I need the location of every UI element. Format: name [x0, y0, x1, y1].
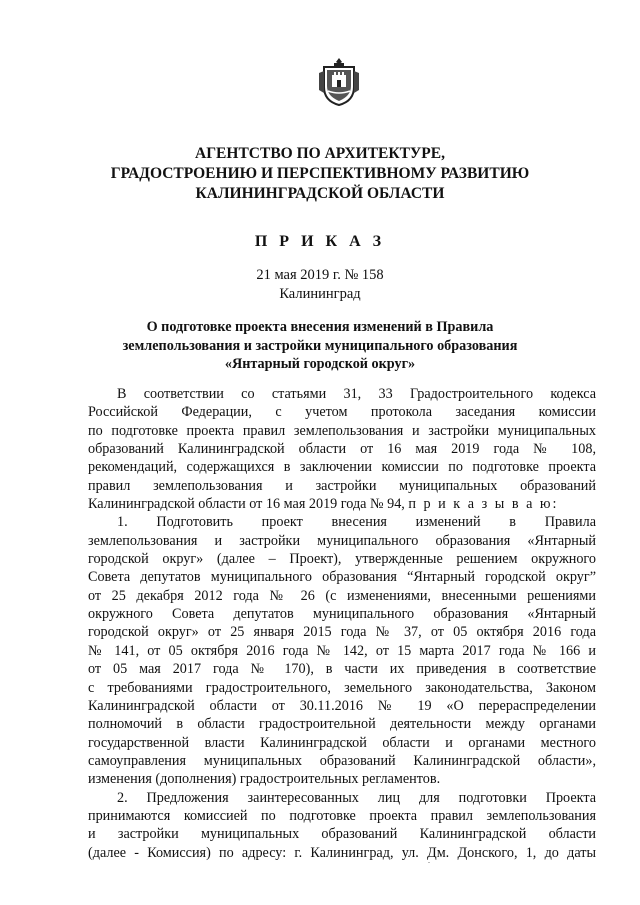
date-and-place	[0, 266, 640, 304]
scan-mark	[428, 862, 430, 863]
body-line: государственной власти Калининградской области и органами местного	[88, 734, 596, 751]
body-line: № 141, от 05 октября 2016 года № 142, от 15 марта 2017 года № 166 и	[88, 642, 596, 659]
document-type: П Р И К А З	[254, 233, 386, 250]
body-line-text: Калининградской области от 16 мая 2019 года № 94,	[88, 496, 405, 513]
body-line: Совета депутатов муниципального образования “Янтарный городской округ”	[88, 569, 596, 586]
document-body	[88, 385, 596, 862]
coat-of-arms-icon	[318, 55, 360, 107]
subject-line: «Янтарный городской округ»	[224, 356, 416, 372]
body-line: 1. Подготовить проект внесения изменений в Правила	[117, 514, 596, 531]
body-line: городской округ» (далее – Проект), утвержденные решением окружного	[88, 551, 596, 568]
city: Калининград	[279, 286, 361, 302]
body-line: рекомендаций, содержащихся в заключении комиссии по подготовке проекта	[88, 459, 596, 476]
body-line: Калининградской области от 30.11.2016 № 19 «О перераспределении	[88, 697, 596, 714]
order-word: п р и к а з ы в а ю:	[408, 496, 559, 513]
agency-line: ГРАДОСТРОЕНИЮ И ПЕРСПЕКТИВНОМУ РАЗВИТИЮ	[110, 165, 530, 182]
body-line: и застройки муниципальных образований Калининградской области	[88, 826, 596, 843]
order-subject	[60, 318, 580, 374]
body-line: самоуправления муниципальных образований Калининградской области»,	[88, 752, 596, 769]
body-line: полномочий в области градостроительной деятельности между органами	[88, 716, 596, 733]
body-line: с требованиями градостроительного, земельного законодательства, Законом	[88, 679, 596, 696]
body-line: по подготовке проекта правил землепользования и застройки муниципальных	[88, 422, 596, 439]
body-line: (далее - Комиссия) по адресу: г. Калининград, ул. Дм. Донского, 1, до даты	[88, 844, 596, 861]
body-line	[88, 495, 596, 513]
body-line: принимаются комиссией по подготовке проекта правил землепользования	[88, 807, 596, 824]
body-line: В соответствии со статьями 31, 33 Градостроительного кодекса	[117, 386, 596, 402]
body-line: от 25 декабря 2012 года № 26 (с изменениями, внесенными решениями	[88, 587, 596, 604]
body-line: от 05 мая 2017 года № 170), в части их приведения в соответствие	[88, 661, 596, 678]
subject-line: О подготовке проекта внесения изменений в Правила	[146, 319, 494, 335]
body-line: городской округ» от 25 января 2015 года № 37, от 05 октября 2016 года	[88, 624, 596, 641]
body-line: землепользования и застройки муниципального образования «Янтарный	[88, 532, 596, 549]
agency-name	[90, 144, 550, 204]
body-line: Российской Федерации, с учетом протокола заседания комиссии	[88, 404, 596, 421]
date-number: 21 мая 2019 г. № 158	[256, 267, 384, 283]
body-line: образований Калининградской области от 16 мая 2019 года № 108,	[88, 441, 596, 458]
body-line: окружного Совета депутатов муниципального образования «Янтарный	[88, 606, 596, 623]
agency-line: КАЛИНИНГРАДСКОЙ ОБЛАСТИ	[195, 185, 445, 202]
body-line: правил землепользования и застройки муниципальных образований	[88, 477, 596, 494]
agency-line: АГЕНТСТВО ПО АРХИТЕКТУРЕ,	[195, 145, 445, 162]
subject-line: землепользования и застройки муниципального образования	[122, 337, 518, 354]
body-line: 2. Предложения заинтересованных лиц для подготовки Проекта	[117, 789, 596, 806]
body-line: изменения (дополнения) градостроительных регламентов.	[88, 771, 441, 788]
